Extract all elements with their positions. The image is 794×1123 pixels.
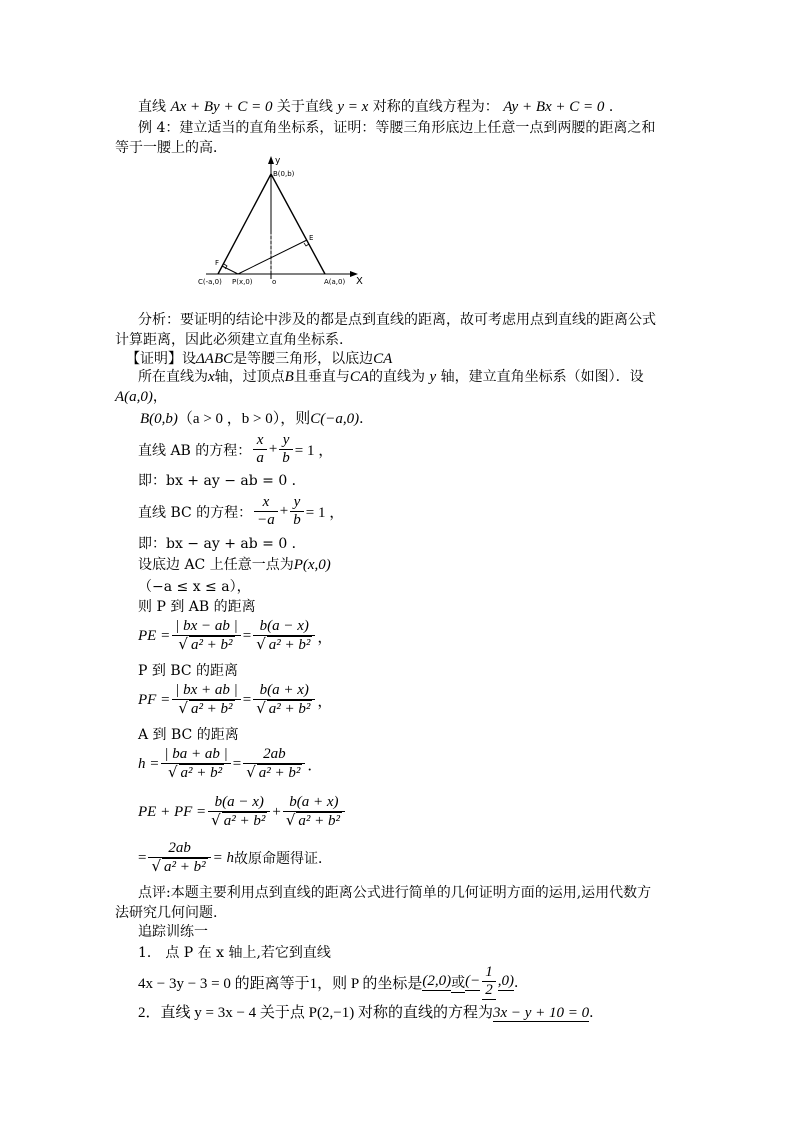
sqrt-icon: √ — [167, 763, 178, 781]
segment-pe — [238, 240, 307, 274]
example-line2: 等于一腰上的高． — [115, 140, 227, 156]
sqrt-icon: √ — [151, 857, 162, 875]
ab-frac-1: $\frac{x}{a}$ — [253, 432, 267, 467]
point-c: C(−a,0) — [310, 411, 360, 427]
proof-triangle: ΔABC — [196, 351, 234, 367]
label-f: F — [215, 259, 220, 267]
point-p: P(x,0) — [293, 557, 331, 573]
intro-text: 直线 — [138, 99, 166, 115]
bc-frac-1: $\frac{x}{-a}$ — [254, 494, 278, 529]
conditions: （a > 0 ，b > 0），则 — [177, 411, 311, 427]
bc-frac-2: $\frac{y}{b}$ — [290, 494, 304, 529]
pe-formula: PE = $\frac{| bx - ab |}{\text{√ a² + b²}}$ = $\frac{b(a - x)}{\text{√ a² + b²}}$ ， — [138, 618, 333, 653]
ab-label: 直线 AB 的方程： — [138, 442, 252, 459]
comment-line2: 法研究几何问题. — [115, 905, 218, 921]
q2-line: 2．直线 y = 3x − 4 关于点 P(2,−1) 对称的直线的方程为3x − y + 10 = 0． — [138, 1005, 604, 1021]
sqrt-icon: √ — [178, 635, 188, 653]
intro-end: ． — [608, 99, 623, 115]
label-e: E — [309, 234, 314, 242]
proof-mid: 是等腰三角形，以底边 — [233, 351, 374, 367]
label-a: A(a,0) — [324, 278, 346, 286]
intro-line — [138, 98, 623, 116]
proof-line — [126, 350, 392, 368]
label-x: X — [356, 276, 363, 287]
bc-label: 直线 BC 的方程： — [138, 504, 253, 521]
h-label: A 到 BC 的距离 — [138, 727, 239, 743]
p-line: 设底边 AC 上任意一点为P(x,0) — [138, 557, 331, 573]
ab-equation-row: 直线 AB 的方程： $\frac{x}{a}$ + $\frac{y}{b}$ = 1 ， — [138, 432, 334, 466]
q2-answer: 3x − y + 10 = 0 — [492, 1005, 590, 1021]
segment-pf — [222, 266, 238, 274]
y-axis-arrow-icon — [268, 156, 274, 164]
pf-formula: PF = $\frac{| bx + ab |}{\text{√ a² + b²}}$ = $\frac{b(a + x)}{\text{√ a² + b²}}$ ， — [138, 682, 333, 717]
label-c: C(-a,0) — [198, 278, 222, 286]
h-formula: h = $\frac{| ba + ab |}{\text{√ a² + b²}}$ = $\frac{2ab}{\text{√ a² + b²}}$ ． — [138, 746, 323, 781]
proof-ca: CA — [373, 351, 393, 367]
axis-line: 所在直线为x轴，过顶点B且垂直与CA的直线为 y 轴，建立直角坐标系（如图）．设 — [138, 369, 644, 385]
point-b-line: B(0,b)（a > 0 ，b > 0），则C(−a,0)． — [140, 411, 374, 427]
final-formula: = $\frac{2ab}{\text{√ a² + b²}}$ = h 故原命题得证． — [138, 840, 333, 875]
sqrt-icon: √ — [246, 763, 256, 781]
side-cb — [218, 174, 271, 274]
sqrt-icon: √ — [211, 811, 221, 829]
q1-line1: 1． 点 P 在 x 轴上,若它到直线 — [138, 945, 331, 961]
p-range: （−a ≤ x ≤ a）， — [138, 579, 251, 595]
example-line1: 例 4：建立适当的直角坐标系，证明：等腰三角形底边上任意一点到两腰的距离之和 — [138, 120, 656, 136]
analysis-line1: 分析：要证明的结论中涉及的都是点到直线的距离，故可考虑用点到直线的距离公式 — [138, 312, 656, 328]
sqrt-icon: √ — [285, 811, 296, 829]
analysis-line2: 计算距离，因此必须建立直角坐标系. — [115, 332, 344, 348]
intro-eq3: Ay + Bx + C = 0 — [503, 99, 605, 115]
training-title: 追踪训练一 — [138, 924, 208, 940]
q1-line2: 4x − 3y − 3 = 0 的距离等于1，则 P 的坐标是 (2,0) 或 (− $\frac{1}{2}$ ,0) ． — [138, 964, 529, 998]
proof-tag: 【证明】设 — [126, 351, 196, 367]
intro-mid2: 对称的直线方程为： — [372, 99, 499, 115]
pf-label: P 到 BC 的距离 — [138, 663, 239, 679]
side-ba — [271, 174, 325, 274]
final-text: 故原命题得证． — [234, 851, 333, 867]
sqrt-icon: √ — [256, 635, 266, 653]
bc-eq-line: 即：bx − ay + ab = 0 ． — [138, 536, 306, 552]
sqrt-icon: √ — [256, 699, 266, 717]
point-b: B(0,b) — [140, 411, 178, 427]
triangle-diagram — [196, 154, 368, 288]
ab-eq-line: 即：bx + ay − ab = 0 ． — [138, 473, 306, 489]
point-a: A(a,0) — [115, 389, 153, 405]
bc-equation-row: 直线 BC 的方程： $\frac{x}{-a}$ + $\frac{y}{b}$ = 1 ， — [138, 494, 345, 528]
label-o: o — [272, 278, 277, 286]
intro-mid: 关于直线 — [276, 99, 333, 115]
sum-formula: PE + PF = $\frac{b(a - x)}{\text{√ a² + b²}}$ + $\frac{b(a + x)}{\text{√ a² + b²}}$ — [138, 794, 347, 830]
ab-frac-2: $\frac{y}{b}$ — [279, 432, 293, 467]
label-y: y — [275, 156, 281, 166]
label-p: P(x,0) — [232, 278, 253, 286]
q1-answer-1: (2,0) — [422, 973, 452, 989]
point-a-line: A(a,0)， — [115, 389, 167, 405]
intro-eq2: y = x — [337, 99, 369, 115]
pe-label: 则 P 到 AB 的距离 — [138, 599, 256, 615]
sqrt-icon: √ — [178, 699, 188, 717]
comment-line1: 点评:本题主要利用点到直线的距离公式进行简单的几何证明方面的运用,运用代数方 — [138, 885, 652, 901]
intro-eq1: Ax + By + C = 0 — [170, 99, 273, 115]
q1-frac: $\frac{1}{2}$ — [482, 964, 496, 1000]
label-b: B(0,b) — [273, 170, 295, 178]
